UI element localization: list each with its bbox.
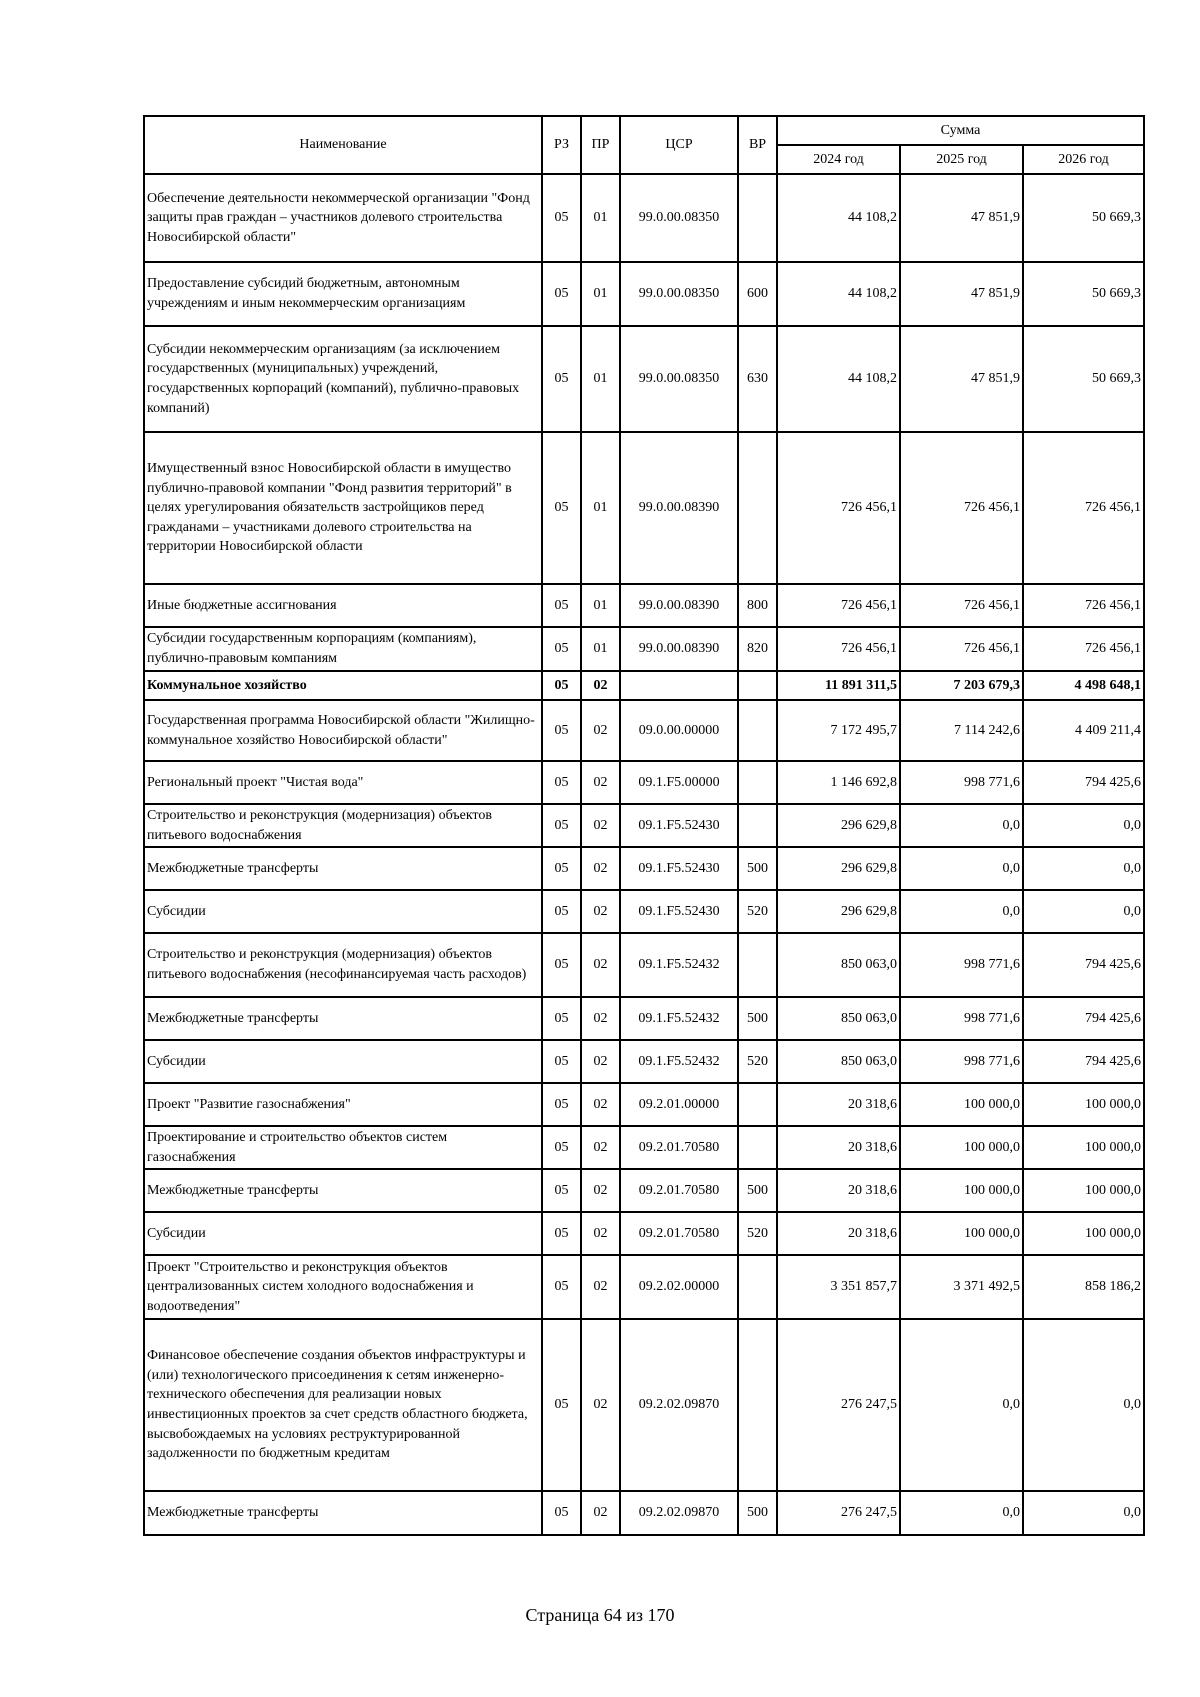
cell-y2026: 794 425,6 xyxy=(1023,997,1144,1040)
table-row xyxy=(144,326,1144,432)
cell-rz: 05 xyxy=(542,1040,581,1083)
header-2026: 2026 год xyxy=(1023,145,1144,174)
cell-pr: 02 xyxy=(581,1169,620,1212)
cell-rz: 05 xyxy=(542,1212,581,1255)
cell-y2026: 100 000,0 xyxy=(1023,1169,1144,1212)
cell-rz: 05 xyxy=(542,1169,581,1212)
cell-rz: 05 xyxy=(542,1083,581,1126)
cell-rz: 05 xyxy=(542,761,581,804)
cell-pr: 02 xyxy=(581,1126,620,1169)
cell-y2025: 0,0 xyxy=(900,1491,1023,1535)
budget-table xyxy=(143,115,1145,1536)
table-row xyxy=(144,933,1144,997)
cell-pr: 01 xyxy=(581,432,620,584)
cell-vr: 630 xyxy=(738,326,777,432)
cell-pr: 02 xyxy=(581,671,620,700)
cell-rz: 05 xyxy=(542,584,581,627)
cell-y2026: 50 669,3 xyxy=(1023,326,1144,432)
cell-pr: 02 xyxy=(581,804,620,847)
cell-y2026: 4 409 211,4 xyxy=(1023,700,1144,761)
cell-y2024: 20 318,6 xyxy=(777,1083,900,1126)
cell-pr: 01 xyxy=(581,262,620,326)
cell-vr xyxy=(738,1255,777,1319)
cell-y2026: 726 456,1 xyxy=(1023,584,1144,627)
cell-y2026: 794 425,6 xyxy=(1023,933,1144,997)
cell-y2025: 100 000,0 xyxy=(900,1083,1023,1126)
cell-name: Иные бюджетные ассигнования xyxy=(144,584,542,627)
cell-y2024: 20 318,6 xyxy=(777,1212,900,1255)
cell-vr: 800 xyxy=(738,584,777,627)
cell-y2026: 858 186,2 xyxy=(1023,1255,1144,1319)
cell-rz: 05 xyxy=(542,326,581,432)
header-2025: 2025 год xyxy=(900,145,1023,174)
table-row xyxy=(144,890,1144,933)
cell-y2025: 47 851,9 xyxy=(900,262,1023,326)
cell-csr: 09.2.01.70580 xyxy=(620,1212,738,1255)
cell-csr: 99.0.00.08390 xyxy=(620,584,738,627)
cell-pr: 02 xyxy=(581,933,620,997)
cell-vr xyxy=(738,174,777,262)
table-row xyxy=(144,584,1144,627)
cell-vr: 520 xyxy=(738,890,777,933)
cell-vr xyxy=(738,1083,777,1126)
header-sum: Сумма xyxy=(777,116,1144,145)
table-body xyxy=(144,174,1144,1535)
cell-rz: 05 xyxy=(542,997,581,1040)
table-row xyxy=(144,847,1144,890)
cell-rz: 05 xyxy=(542,671,581,700)
cell-csr: 99.0.00.08350 xyxy=(620,174,738,262)
cell-y2026: 100 000,0 xyxy=(1023,1126,1144,1169)
table-row xyxy=(144,997,1144,1040)
table-row xyxy=(144,174,1144,262)
header-vr: ВР xyxy=(738,116,777,174)
cell-rz: 05 xyxy=(542,804,581,847)
cell-name: Субсидии xyxy=(144,1040,542,1083)
cell-name: Строительство и реконструкция (модернизация) объектов питьевого водоснабжения xyxy=(144,804,542,847)
cell-name: Предоставление субсидий бюджетным, автономным учреждениям и иным некоммерческим организациям xyxy=(144,262,542,326)
cell-y2026: 100 000,0 xyxy=(1023,1212,1144,1255)
cell-y2024: 7 172 495,7 xyxy=(777,700,900,761)
cell-vr xyxy=(738,933,777,997)
cell-pr: 01 xyxy=(581,326,620,432)
cell-name: Субсидии xyxy=(144,1212,542,1255)
cell-vr xyxy=(738,804,777,847)
cell-name: Коммунальное хозяйство xyxy=(144,671,542,700)
cell-csr: 09.2.01.70580 xyxy=(620,1126,738,1169)
cell-rz: 05 xyxy=(542,700,581,761)
cell-vr xyxy=(738,432,777,584)
cell-y2024: 20 318,6 xyxy=(777,1126,900,1169)
cell-csr: 09.1.F5.00000 xyxy=(620,761,738,804)
cell-y2026: 0,0 xyxy=(1023,1319,1144,1491)
cell-name: Проект "Развитие газоснабжения" xyxy=(144,1083,542,1126)
cell-y2024: 850 063,0 xyxy=(777,997,900,1040)
table-row xyxy=(144,700,1144,761)
cell-y2025: 100 000,0 xyxy=(900,1169,1023,1212)
cell-csr: 09.2.02.09870 xyxy=(620,1491,738,1535)
cell-name: Государственная программа Новосибирской области "Жилищно-коммунальное хозяйство Новосибирской области" xyxy=(144,700,542,761)
cell-y2025: 998 771,6 xyxy=(900,933,1023,997)
cell-rz: 05 xyxy=(542,1491,581,1535)
cell-csr: 99.0.00.08350 xyxy=(620,262,738,326)
cell-y2024: 296 629,8 xyxy=(777,804,900,847)
header-csr: ЦСР xyxy=(620,116,738,174)
cell-pr: 02 xyxy=(581,1255,620,1319)
cell-rz: 05 xyxy=(542,432,581,584)
cell-name: Межбюджетные трансферты xyxy=(144,997,542,1040)
cell-y2026: 794 425,6 xyxy=(1023,761,1144,804)
cell-y2024: 850 063,0 xyxy=(777,1040,900,1083)
cell-vr: 500 xyxy=(738,847,777,890)
cell-pr: 01 xyxy=(581,584,620,627)
cell-vr: 500 xyxy=(738,1491,777,1535)
cell-name: Субсидии некоммерческим организациям (за исключением государственных (муниципальных) учреждений, государственных корпораций (компаний), публично-правовых компаний) xyxy=(144,326,542,432)
cell-y2025: 3 371 492,5 xyxy=(900,1255,1023,1319)
cell-name: Проект "Строительство и реконструкция объектов централизованных систем холодного водоснабжения и водоотведения" xyxy=(144,1255,542,1319)
cell-pr: 02 xyxy=(581,997,620,1040)
cell-y2025: 726 456,1 xyxy=(900,432,1023,584)
cell-y2025: 0,0 xyxy=(900,890,1023,933)
cell-rz: 05 xyxy=(542,627,581,671)
cell-y2026: 0,0 xyxy=(1023,847,1144,890)
table-row xyxy=(144,627,1144,671)
cell-rz: 05 xyxy=(542,890,581,933)
cell-y2025: 47 851,9 xyxy=(900,174,1023,262)
cell-y2026: 50 669,3 xyxy=(1023,262,1144,326)
cell-y2025: 0,0 xyxy=(900,1319,1023,1491)
table-row xyxy=(144,1491,1144,1535)
header-pr: ПР xyxy=(581,116,620,174)
cell-y2026: 100 000,0 xyxy=(1023,1083,1144,1126)
cell-vr xyxy=(738,761,777,804)
cell-y2024: 726 456,1 xyxy=(777,584,900,627)
cell-pr: 02 xyxy=(581,1083,620,1126)
cell-vr: 820 xyxy=(738,627,777,671)
cell-y2025: 998 771,6 xyxy=(900,997,1023,1040)
cell-vr: 520 xyxy=(738,1040,777,1083)
cell-name: Региональный проект "Чистая вода" xyxy=(144,761,542,804)
cell-y2024: 276 247,5 xyxy=(777,1319,900,1491)
cell-vr: 520 xyxy=(738,1212,777,1255)
cell-name: Финансовое обеспечение создания объектов инфраструктуры и (или) технологического присоединения к сетям инженерно-технического обеспечения для реализации новых инвестиционных проектов за счет средств областного бюджета, высвобождаемых на условиях реструктурированной задолженности по бюджетным кредитам xyxy=(144,1319,542,1491)
cell-y2024: 3 351 857,7 xyxy=(777,1255,900,1319)
cell-y2024: 20 318,6 xyxy=(777,1169,900,1212)
table-row xyxy=(144,1169,1144,1212)
cell-rz: 05 xyxy=(542,1255,581,1319)
header-rz: РЗ xyxy=(542,116,581,174)
cell-rz: 05 xyxy=(542,847,581,890)
table-row xyxy=(144,804,1144,847)
table-row xyxy=(144,761,1144,804)
table-row xyxy=(144,1040,1144,1083)
table-row xyxy=(144,432,1144,584)
cell-y2025: 726 456,1 xyxy=(900,627,1023,671)
cell-y2025: 726 456,1 xyxy=(900,584,1023,627)
cell-y2024: 44 108,2 xyxy=(777,174,900,262)
cell-csr: 09.2.02.09870 xyxy=(620,1319,738,1491)
cell-y2026: 726 456,1 xyxy=(1023,627,1144,671)
cell-name: Обеспечение деятельности некоммерческой организации "Фонд защиты прав граждан – участников долевого строительства Новосибирской области" xyxy=(144,174,542,262)
table-row xyxy=(144,1212,1144,1255)
cell-pr: 01 xyxy=(581,627,620,671)
cell-pr: 02 xyxy=(581,700,620,761)
cell-y2024: 296 629,8 xyxy=(777,847,900,890)
cell-rz: 05 xyxy=(542,174,581,262)
cell-rz: 05 xyxy=(542,1319,581,1491)
cell-y2024: 44 108,2 xyxy=(777,262,900,326)
cell-pr: 02 xyxy=(581,1319,620,1491)
cell-name: Субсидии xyxy=(144,890,542,933)
table-row xyxy=(144,671,1144,700)
table-row xyxy=(144,1255,1144,1319)
table-row xyxy=(144,262,1144,326)
cell-y2026: 0,0 xyxy=(1023,890,1144,933)
cell-y2025: 998 771,6 xyxy=(900,1040,1023,1083)
cell-pr: 02 xyxy=(581,890,620,933)
cell-csr: 09.1.F5.52432 xyxy=(620,997,738,1040)
cell-vr: 500 xyxy=(738,997,777,1040)
cell-vr xyxy=(738,1126,777,1169)
cell-rz: 05 xyxy=(542,1126,581,1169)
cell-y2024: 44 108,2 xyxy=(777,326,900,432)
cell-csr: 09.0.00.00000 xyxy=(620,700,738,761)
cell-y2025: 100 000,0 xyxy=(900,1212,1023,1255)
cell-rz: 05 xyxy=(542,262,581,326)
cell-y2025: 0,0 xyxy=(900,804,1023,847)
cell-pr: 01 xyxy=(581,174,620,262)
table-row xyxy=(144,1319,1144,1491)
cell-pr: 02 xyxy=(581,1491,620,1535)
cell-csr: 09.2.01.00000 xyxy=(620,1083,738,1126)
cell-y2024: 276 247,5 xyxy=(777,1491,900,1535)
cell-y2024: 850 063,0 xyxy=(777,933,900,997)
cell-vr: 600 xyxy=(738,262,777,326)
cell-vr xyxy=(738,700,777,761)
cell-y2024: 11 891 311,5 xyxy=(777,671,900,700)
cell-name: Строительство и реконструкция (модернизация) объектов питьевого водоснабжения (несофинансируемая часть расходов) xyxy=(144,933,542,997)
table-row xyxy=(144,1083,1144,1126)
cell-y2026: 0,0 xyxy=(1023,1491,1144,1535)
header-name: Наименование xyxy=(144,116,542,174)
cell-vr: 500 xyxy=(738,1169,777,1212)
cell-name: Межбюджетные трансферты xyxy=(144,847,542,890)
cell-y2024: 726 456,1 xyxy=(777,432,900,584)
cell-y2025: 7 203 679,3 xyxy=(900,671,1023,700)
cell-pr: 02 xyxy=(581,847,620,890)
cell-y2026: 726 456,1 xyxy=(1023,432,1144,584)
cell-csr: 09.2.01.70580 xyxy=(620,1169,738,1212)
cell-rz: 05 xyxy=(542,933,581,997)
cell-y2024: 296 629,8 xyxy=(777,890,900,933)
cell-name: Межбюджетные трансферты xyxy=(144,1491,542,1535)
page-number: Страница 64 из 170 xyxy=(525,1605,675,1625)
cell-name: Субсидии государственным корпорациям (компаниям), публично-правовым компаниям xyxy=(144,627,542,671)
cell-csr: 09.1.F5.52430 xyxy=(620,847,738,890)
cell-y2026: 4 498 648,1 xyxy=(1023,671,1144,700)
cell-y2026: 794 425,6 xyxy=(1023,1040,1144,1083)
cell-csr xyxy=(620,671,738,700)
cell-vr xyxy=(738,1319,777,1491)
cell-y2025: 7 114 242,6 xyxy=(900,700,1023,761)
cell-name: Межбюджетные трансферты xyxy=(144,1169,542,1212)
cell-vr xyxy=(738,671,777,700)
cell-y2025: 100 000,0 xyxy=(900,1126,1023,1169)
cell-name: Проектирование и строительство объектов систем газоснабжения xyxy=(144,1126,542,1169)
cell-name: Имущественный взнос Новосибирской области в имущество публично-правовой компании "Фонд развития территорий" в целях урегулирования обязательств застройщиков перед гражданами – участниками долевого строительства на территории Новосибирской области xyxy=(144,432,542,584)
cell-csr: 09.1.F5.52432 xyxy=(620,933,738,997)
cell-y2024: 726 456,1 xyxy=(777,627,900,671)
cell-y2024: 1 146 692,8 xyxy=(777,761,900,804)
cell-pr: 02 xyxy=(581,761,620,804)
table-row xyxy=(144,1126,1144,1169)
cell-y2025: 0,0 xyxy=(900,847,1023,890)
cell-csr: 99.0.00.08390 xyxy=(620,432,738,584)
header-2024: 2024 год xyxy=(777,145,900,174)
cell-y2026: 0,0 xyxy=(1023,804,1144,847)
cell-pr: 02 xyxy=(581,1212,620,1255)
cell-csr: 99.0.00.08350 xyxy=(620,326,738,432)
cell-csr: 09.1.F5.52430 xyxy=(620,890,738,933)
cell-csr: 09.2.02.00000 xyxy=(620,1255,738,1319)
cell-csr: 09.1.F5.52430 xyxy=(620,804,738,847)
cell-y2026: 50 669,3 xyxy=(1023,174,1144,262)
cell-y2025: 47 851,9 xyxy=(900,326,1023,432)
cell-y2025: 998 771,6 xyxy=(900,761,1023,804)
cell-pr: 02 xyxy=(581,1040,620,1083)
cell-csr: 09.1.F5.52432 xyxy=(620,1040,738,1083)
cell-csr: 99.0.00.08390 xyxy=(620,627,738,671)
